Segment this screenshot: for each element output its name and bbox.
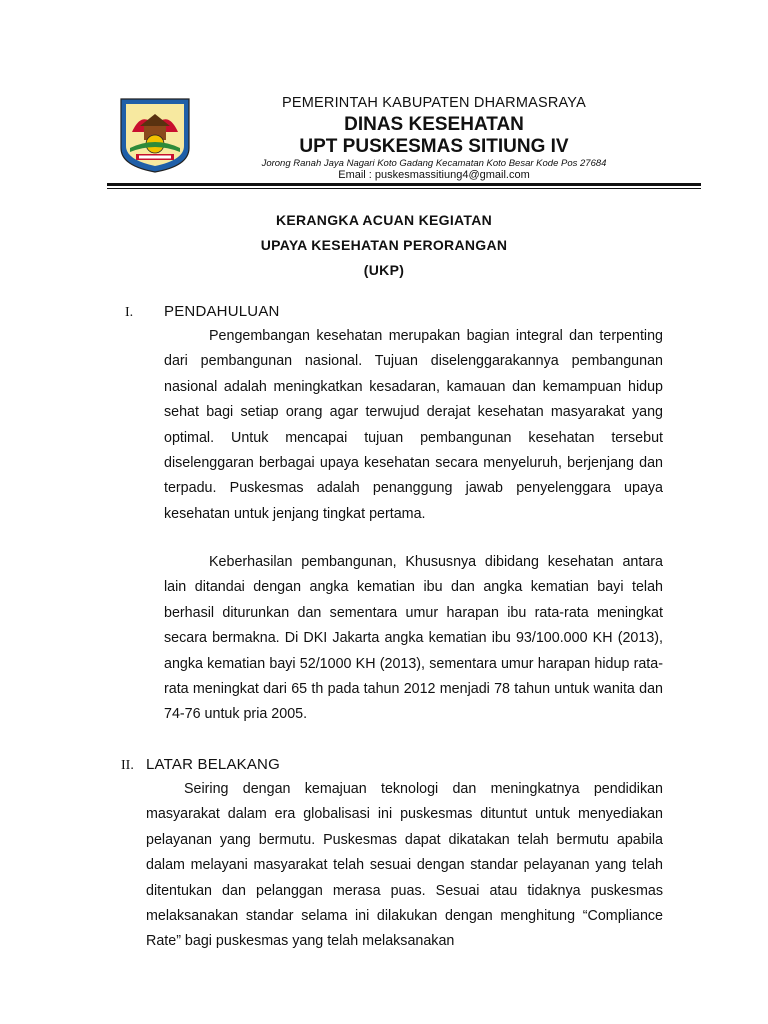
- regency-emblem-icon: [118, 96, 192, 174]
- section-number: I.: [125, 305, 134, 320]
- section-heading: LATAR BELAKANG: [146, 756, 280, 773]
- section-heading: PENDAHULUAN: [164, 303, 280, 320]
- section-number: II.: [121, 758, 134, 773]
- letterhead-divider-thick: [107, 183, 701, 186]
- document-title-line-1: KERANGKA ACUAN KEGIATAN: [275, 212, 493, 228]
- unit-name: UPT PUSKESMAS SITIUNG IV: [299, 136, 569, 157]
- email-line: Email : puskesmassitiung4@gmail.com: [338, 169, 530, 181]
- government-name: PEMERINTAH KABUPATEN DHARMASRAYA: [282, 95, 586, 111]
- section-paragraph: Keberhasilan pembangunan, Khususnya dibidang kesehatan antara lain ditandai dengan angka kematian ibu dan angka kematian bayi telah berhasil diturunkan dan sementara umur harapan ibu rata-rata meningkat secara bermakna. Di DKI Jakarta angka kematian ibu 93/100.000 KH (2013), angka kematian bayi 52/1000 KH (2013), sementara umur harapan hidup rata-rata meningkat dari 65 th pada tahun 2012 menjadi 78 tahun untuk wanita dan 74-76 untuk pria 2005.: [164, 554, 663, 723]
- department-name: DINAS KESEHATAN: [344, 114, 524, 135]
- document-title-line-3: (UKP): [363, 262, 405, 278]
- section-paragraph: Pengembangan kesehatan merupakan bagian integral dan terpenting dari pembangunan nasional. Tujuan diselenggarakannya pembangunan nasional adalah meningkatkan kesadaran, kamauan dan kemampuan hidup sehat bagi setiap orang agar terwujud derajat kesehatan masyarakat yang optimal. Untuk mencapai tujuan pembangunan kesehatan tersebut diselenggaran berbagai upaya kesehatan secara menyeluruh, berjenjang dan terpadu. Puskesmas adalah penanggung jawab penyelenggara upaya kesehatan untuk jenjang tingkat pertama.: [164, 328, 663, 522]
- section-paragraph: Seiring dengan kemajuan teknologi dan meningkatnya pendidikan masyarakat dalam era globalisasi ini puskesmas dituntut untuk menyediakan pelayanan yang bermutu. Puskesmas dapat dikatakan telah bermutu apabila dalam melayani masyarakat telah sesuai dengan standar pelayanan yang telah ditentukan dan pelanggan merasa puas. Sesuai atau tidaknya puskesmas melaksanakan standar selama ini dilakukan dengan menghitung “Compliance Rate” bagi puskesmas yang telah melaksanakan: [146, 781, 663, 950]
- document-title-line-2: UPAYA KESEHATAN PERORANGAN: [260, 237, 508, 253]
- letterhead-divider-thin: [107, 188, 701, 189]
- address-line: Jorong Ranah Jaya Nagari Koto Gadang Kecamatan Koto Besar Kode Pos 27684: [261, 158, 607, 169]
